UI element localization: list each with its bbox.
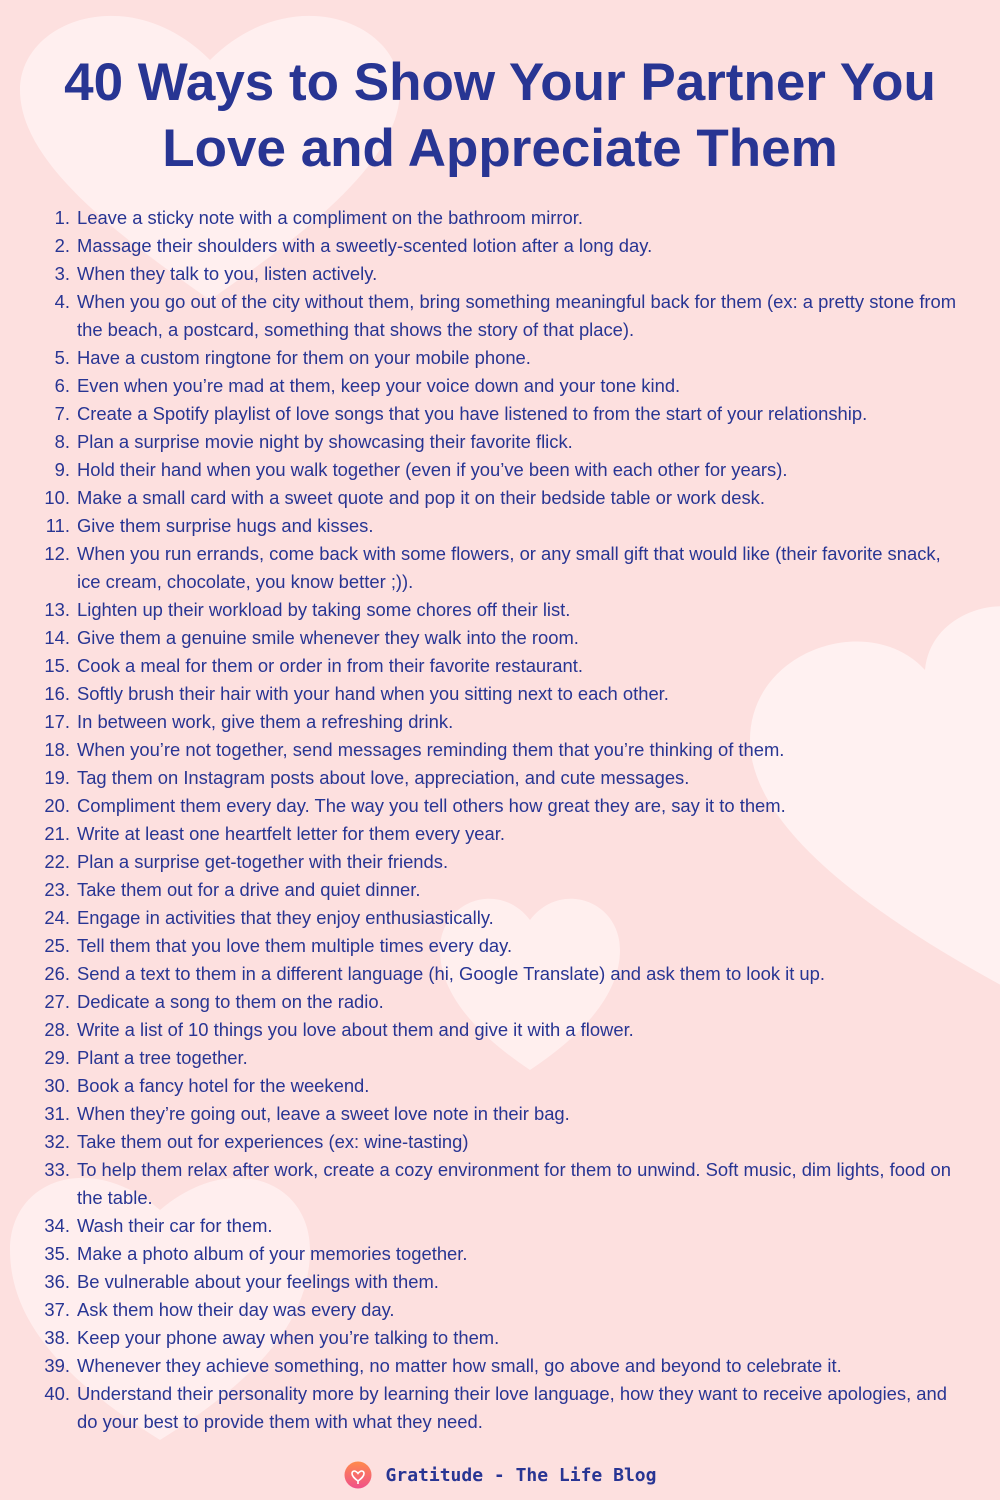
list-item-number: 32. bbox=[44, 1131, 70, 1152]
tips-list bbox=[0, 204, 1000, 1436]
list-item-text: Massage their shoulders with a sweetly-scented lotion after a long day. bbox=[77, 235, 653, 256]
list-item-text: When they talk to you, listen actively. bbox=[77, 263, 378, 284]
list-item-text: In between work, give them a refreshing drink. bbox=[77, 711, 454, 732]
list-item-number: 17. bbox=[44, 711, 70, 732]
list-item-text: Take them out for experiences (ex: wine-tasting) bbox=[77, 1131, 469, 1152]
list-item bbox=[0, 1044, 1000, 1072]
list-item-number: 18. bbox=[44, 739, 70, 760]
title-line-1: 40 Ways to Show Your Partner You bbox=[64, 53, 936, 112]
list-item bbox=[0, 652, 1000, 680]
list-item-number: 33. bbox=[44, 1159, 70, 1180]
list-item-number: 14. bbox=[44, 627, 70, 648]
list-item bbox=[0, 540, 1000, 596]
list-item bbox=[0, 204, 1000, 232]
heart-rose-icon bbox=[344, 1461, 372, 1489]
list-item bbox=[0, 1324, 1000, 1352]
list-item-text: Be vulnerable about your feelings with them. bbox=[77, 1271, 439, 1292]
list-item bbox=[0, 876, 1000, 904]
list-item bbox=[0, 1296, 1000, 1324]
list-item-text: Wash their car for them. bbox=[77, 1215, 273, 1236]
list-item-number: 16. bbox=[44, 683, 70, 704]
list-item-text: Plan a surprise get-together with their friends. bbox=[77, 851, 449, 872]
list-item-text: Leave a sticky note with a compliment on the bathroom mirror. bbox=[77, 207, 583, 228]
list-item bbox=[0, 1016, 1000, 1044]
list-item-number: 34. bbox=[44, 1215, 70, 1236]
list-item-number: 38. bbox=[44, 1327, 70, 1348]
list-item bbox=[0, 428, 1000, 456]
list-item-text: Make a small card with a sweet quote and pop it on their bedside table or work desk. bbox=[77, 487, 765, 508]
list-item-number: 5. bbox=[54, 347, 70, 368]
list-item bbox=[0, 1212, 1000, 1240]
list-item-text: Create a Spotify playlist of love songs that you have listened to from the start of your relationship. bbox=[77, 403, 868, 424]
list-item-number: 31. bbox=[44, 1103, 70, 1124]
list-item-number: 1. bbox=[54, 207, 70, 228]
list-item bbox=[0, 988, 1000, 1016]
list-item-text: Give them a genuine smile whenever they walk into the room. bbox=[77, 627, 579, 648]
list-item bbox=[0, 232, 1000, 260]
list-item-number: 22. bbox=[44, 851, 70, 872]
list-item-number: 15. bbox=[44, 655, 70, 676]
list-item-number: 28. bbox=[44, 1019, 70, 1040]
list-item-text: Compliment them every day. The way you tell others how great they are, say it to them. bbox=[77, 795, 786, 816]
list-item-text: Dedicate a song to them on the radio. bbox=[77, 991, 384, 1012]
list-item-text: Tag them on Instagram posts about love, appreciation, and cute messages. bbox=[77, 767, 690, 788]
footer-branding bbox=[0, 1460, 1000, 1490]
list-item bbox=[0, 1100, 1000, 1128]
list-item-text: Make a photo album of your memories together. bbox=[77, 1243, 468, 1264]
list-item-number: 27. bbox=[44, 991, 70, 1012]
footer-brand-text: Gratitude - The Life Blog bbox=[385, 1464, 657, 1486]
list-item-text: Engage in activities that they enjoy enthusiastically. bbox=[77, 907, 494, 928]
list-item-text: When you run errands, come back with some flowers, or any small gift that would like (their favorite snack, ice cream, chocolate, you know better ;)). bbox=[77, 543, 941, 592]
list-item-text: Write a list of 10 things you love about them and give it with a flower. bbox=[77, 1019, 634, 1040]
list-item-number: 19. bbox=[44, 767, 70, 788]
list-item-number: 35. bbox=[44, 1243, 70, 1264]
list-item bbox=[0, 820, 1000, 848]
list-item-number: 7. bbox=[54, 403, 70, 424]
list-item-text: Whenever they achieve something, no matter how small, go above and beyond to celebrate it. bbox=[77, 1355, 842, 1376]
list-item bbox=[0, 624, 1000, 652]
list-item bbox=[0, 1268, 1000, 1296]
list-item bbox=[0, 848, 1000, 876]
list-item-number: 3. bbox=[54, 263, 70, 284]
list-item bbox=[0, 400, 1000, 428]
list-item-number: 12. bbox=[44, 543, 70, 564]
list-item bbox=[0, 1380, 1000, 1436]
list-item bbox=[0, 1352, 1000, 1380]
list-item-text: Softly brush their hair with your hand when you sitting next to each other. bbox=[77, 683, 669, 704]
list-item-text: Hold their hand when you walk together (even if you’ve been with each other for years). bbox=[77, 459, 788, 480]
list-item bbox=[0, 372, 1000, 400]
list-item-number: 37. bbox=[44, 1299, 70, 1320]
list-item-text: Plan a surprise movie night by showcasing their favorite flick. bbox=[77, 431, 573, 452]
list-item bbox=[0, 456, 1000, 484]
list-item-text: Write at least one heartfelt letter for them every year. bbox=[77, 823, 505, 844]
list-item-number: 10. bbox=[44, 487, 70, 508]
list-item-number: 30. bbox=[44, 1075, 70, 1096]
list-item bbox=[0, 932, 1000, 960]
list-item-number: 36. bbox=[44, 1271, 70, 1292]
list-item-text: When you go out of the city without them, bring something meaningful back for them (ex: a pretty stone from the beach, a postcard, something that shows the story of that place). bbox=[77, 291, 957, 340]
list-item-number: 11. bbox=[45, 515, 70, 536]
list-item-number: 4. bbox=[54, 291, 70, 312]
list-item-number: 20. bbox=[44, 795, 70, 816]
list-item-text: Lighten up their workload by taking some chores off their list. bbox=[77, 599, 571, 620]
list-item-number: 2. bbox=[54, 235, 70, 256]
list-item-text: To help them relax after work, create a cozy environment for them to unwind. Soft music, dim lights, food on the table. bbox=[77, 1159, 951, 1208]
list-item-number: 29. bbox=[44, 1047, 70, 1068]
list-item bbox=[0, 1128, 1000, 1156]
list-item bbox=[0, 708, 1000, 736]
list-item-text: Book a fancy hotel for the weekend. bbox=[77, 1075, 370, 1096]
list-item-number: 21. bbox=[44, 823, 70, 844]
list-item-number: 39. bbox=[44, 1355, 70, 1376]
list-item-text: Even when you’re mad at them, keep your voice down and your tone kind. bbox=[77, 375, 681, 396]
list-item bbox=[0, 1072, 1000, 1100]
list-item bbox=[0, 792, 1000, 820]
list-item-text: Ask them how their day was every day. bbox=[77, 1299, 395, 1320]
list-item-number: 8. bbox=[54, 431, 70, 452]
title-line-2: Love and Appreciate Them bbox=[162, 119, 838, 178]
list-item-text: Take them out for a drive and quiet dinner. bbox=[77, 879, 421, 900]
list-item-number: 6. bbox=[54, 375, 70, 396]
list-item-number: 9. bbox=[54, 459, 70, 480]
list-item-text: Keep your phone away when you’re talking to them. bbox=[77, 1327, 500, 1348]
list-item-text: When you’re not together, send messages reminding them that you’re thinking of them. bbox=[77, 739, 785, 760]
list-item bbox=[0, 288, 1000, 344]
list-item-number: 26. bbox=[44, 963, 70, 984]
list-item bbox=[0, 512, 1000, 540]
list-item-text: Tell them that you love them multiple times every day. bbox=[77, 935, 513, 956]
list-item bbox=[0, 344, 1000, 372]
list-item bbox=[0, 736, 1000, 764]
list-item bbox=[0, 1240, 1000, 1268]
list-item bbox=[0, 680, 1000, 708]
list-item bbox=[0, 764, 1000, 792]
list-item-text: Plant a tree together. bbox=[77, 1047, 248, 1068]
list-item-text: Have a custom ringtone for them on your mobile phone. bbox=[77, 347, 531, 368]
list-item bbox=[0, 904, 1000, 932]
list-item bbox=[0, 484, 1000, 512]
list-item-number: 40. bbox=[44, 1383, 70, 1404]
list-item bbox=[0, 1156, 1000, 1212]
list-item-text: When they’re going out, leave a sweet love note in their bag. bbox=[77, 1103, 570, 1124]
list-item-text: Understand their personality more by learning their love language, how they want to receive apologies, and do your best to provide them with what they need. bbox=[77, 1383, 947, 1432]
list-item-number: 24. bbox=[44, 907, 70, 928]
list-item-number: 25. bbox=[44, 935, 70, 956]
page-title bbox=[0, 50, 1000, 182]
list-item-text: Send a text to them in a different language (hi, Google Translate) and ask them to look it up. bbox=[77, 963, 825, 984]
list-item-text: Cook a meal for them or order in from their favorite restaurant. bbox=[77, 655, 583, 676]
list-item-number: 13. bbox=[44, 599, 70, 620]
list-item bbox=[0, 260, 1000, 288]
list-item bbox=[0, 960, 1000, 988]
list-item-text: Give them surprise hugs and kisses. bbox=[77, 515, 374, 536]
list-item bbox=[0, 596, 1000, 624]
list-item-number: 23. bbox=[44, 879, 70, 900]
